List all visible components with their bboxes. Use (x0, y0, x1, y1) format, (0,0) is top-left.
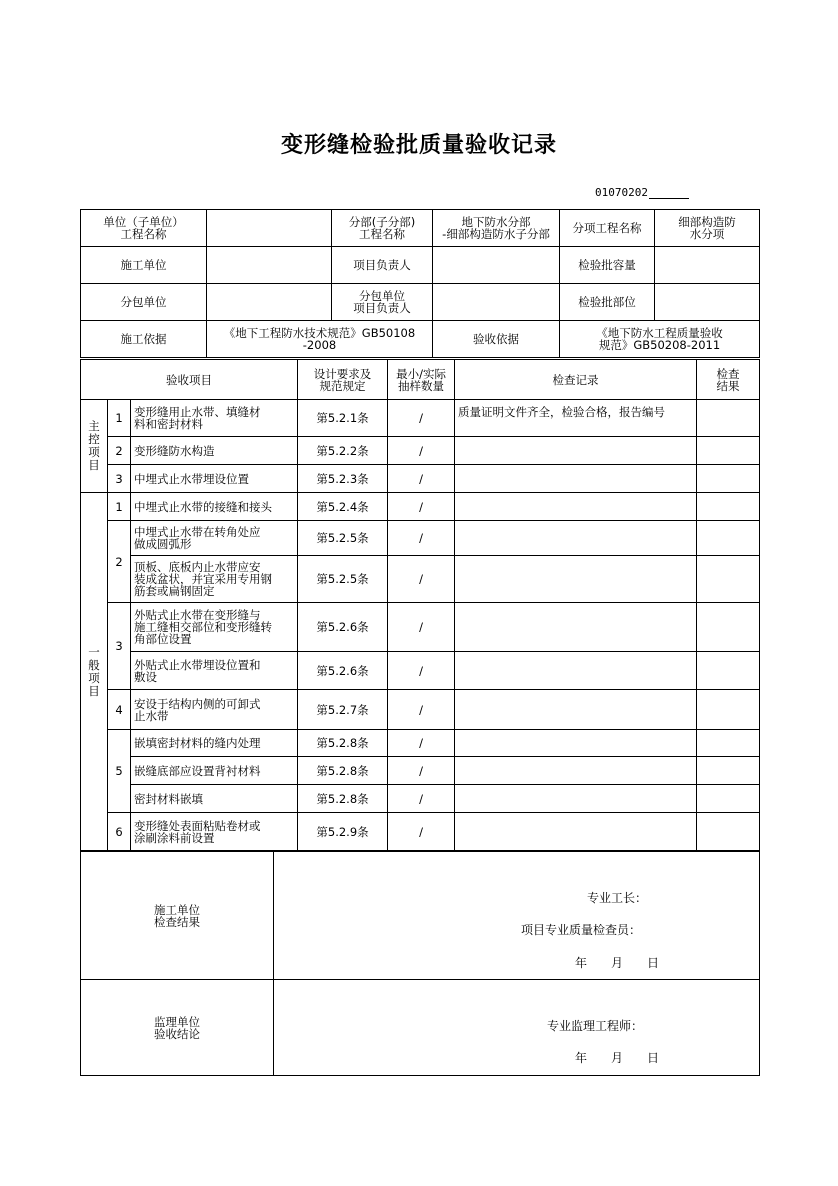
item-sample[interactable]: / (388, 556, 455, 603)
item-sample[interactable]: / (388, 813, 455, 851)
project-manager-label: 项目负责人 (332, 247, 433, 284)
item-result[interactable] (697, 437, 760, 465)
item-clause: 第5.2.1条 (298, 400, 388, 437)
item-clause: 第5.2.4条 (298, 493, 388, 521)
construction-basis-value: 《地下工程防水技术规范》GB50108 -2008 (207, 321, 433, 358)
item-clause: 第5.2.3条 (298, 465, 388, 493)
item-clause: 第5.2.5条 (298, 521, 388, 556)
unit-name-value[interactable] (207, 210, 332, 247)
item-name: 变形缝防水构造 (131, 437, 298, 465)
item-result[interactable] (697, 690, 760, 730)
item-number: 5 (108, 730, 131, 813)
item-clause: 第5.2.7条 (298, 690, 388, 730)
item-record[interactable] (455, 465, 697, 493)
item-record[interactable] (455, 556, 697, 603)
item-sample[interactable]: / (388, 785, 455, 813)
page-title: 变形缝检验批质量验收记录 (280, 132, 557, 158)
item-record[interactable] (455, 813, 697, 851)
item-sample[interactable]: / (388, 465, 455, 493)
acceptance-basis-label: 验收依据 (433, 321, 560, 358)
item-clause: 第5.2.8条 (298, 785, 388, 813)
item-record[interactable] (455, 603, 697, 652)
item-result[interactable] (697, 603, 760, 652)
record-code (595, 186, 689, 199)
division-name-value[interactable]: 地下防水分部 -细部构造防水子分部 (433, 210, 560, 247)
item-result[interactable] (697, 400, 760, 437)
item-clause: 第5.2.6条 (298, 603, 388, 652)
item-record[interactable] (455, 652, 697, 690)
item-result[interactable] (697, 757, 760, 785)
table-row (81, 437, 760, 465)
item-sample[interactable]: / (388, 757, 455, 785)
item-name: 中埋式止水带埋设位置 (131, 465, 298, 493)
item-name: 中埋式止水带在转角处应 做成圆弧形 (131, 521, 298, 556)
item-number: 1 (108, 493, 131, 521)
table-row (81, 556, 760, 603)
supervision-date: 年 月 日 (575, 1051, 660, 1065)
item-result[interactable] (697, 730, 760, 757)
supervision-engineer-label: 专业监理工程师： (547, 1019, 644, 1033)
item-clause: 第5.2.9条 (298, 813, 388, 851)
item-record[interactable]: 质量证明文件齐全，检验合格，报告编号 (455, 400, 697, 437)
item-result[interactable] (697, 785, 760, 813)
item-name: 变形缝处表面粘贴卷材或 涂刷涂料前设置 (131, 813, 298, 851)
item-record[interactable] (455, 785, 697, 813)
item-record[interactable] (455, 521, 697, 556)
item-sample[interactable]: / (388, 690, 455, 730)
item-name: 顶板、底板内止水带应安 装成盆状，并宜采用专用钢 筋套或扁钢固定 (131, 556, 298, 603)
table-row (81, 690, 760, 730)
construction-check-label: 施工单位 检查结果 (81, 852, 274, 980)
table-row (81, 493, 760, 521)
record-code-blank[interactable] (649, 187, 689, 199)
table-row (81, 813, 760, 851)
table-row (81, 603, 760, 652)
supervision-area[interactable] (274, 980, 760, 1076)
item-sample[interactable]: / (388, 400, 455, 437)
item-sample[interactable]: / (388, 437, 455, 465)
column-header-row (81, 360, 760, 400)
construction-check-area[interactable] (274, 852, 760, 980)
item-name: 安设于结构内侧的可卸式 止水带 (131, 690, 298, 730)
item-clause: 第5.2.5条 (298, 556, 388, 603)
item-number: 3 (108, 465, 131, 493)
construction-basis-label: 施工依据 (81, 321, 207, 358)
item-result[interactable] (697, 521, 760, 556)
item-sample[interactable]: / (388, 652, 455, 690)
item-result[interactable] (697, 465, 760, 493)
item-record[interactable] (455, 437, 697, 465)
item-number: 4 (108, 690, 131, 730)
table-row (81, 730, 760, 757)
subcontract-unit-value[interactable] (207, 284, 332, 321)
subcontract-manager-label: 分包单位 项目负责人 (332, 284, 433, 321)
inspection-table (80, 359, 760, 851)
item-sample[interactable]: / (388, 603, 455, 652)
batch-capacity-value[interactable] (655, 247, 760, 284)
table-row (81, 757, 760, 785)
construction-check-date: 年 月 日 (575, 956, 660, 970)
col-design-header: 设计要求及 规范规定 (298, 360, 388, 400)
item-number: 6 (108, 813, 131, 851)
item-name: 嵌缝底部应设置背衬材料 (131, 757, 298, 785)
item-result[interactable] (697, 556, 760, 603)
item-result[interactable] (697, 493, 760, 521)
subitem-name-value[interactable]: 细部构造防 水分项 (655, 210, 760, 247)
item-result[interactable] (697, 652, 760, 690)
item-name: 外贴式止水带在变形缝与 施工缝相交部位和变形缝转 角部位设置 (131, 603, 298, 652)
batch-capacity-label: 检验批容量 (560, 247, 655, 284)
foreman-label: 专业工长： (587, 891, 648, 905)
table-row (81, 400, 760, 437)
item-record[interactable] (455, 690, 697, 730)
subcontract-manager-value[interactable] (433, 284, 560, 321)
table-row (81, 521, 760, 556)
subitem-name-label: 分项工程名称 (560, 210, 655, 247)
unit-name-label: 单位（子单位） 工程名称 (81, 210, 207, 247)
supervision-label: 监理单位 验收结论 (81, 980, 274, 1076)
header-table (80, 209, 760, 358)
item-clause: 第5.2.2条 (298, 437, 388, 465)
item-record[interactable] (455, 757, 697, 785)
item-clause: 第5.2.6条 (298, 652, 388, 690)
item-name: 嵌填密封材料的缝内处理 (131, 730, 298, 757)
item-sample[interactable]: / (388, 730, 455, 757)
subcontract-unit-label: 分包单位 (81, 284, 207, 321)
batch-part-value[interactable] (655, 284, 760, 321)
item-name: 密封材料嵌填 (131, 785, 298, 813)
item-number: 3 (108, 603, 131, 690)
item-clause: 第5.2.8条 (298, 757, 388, 785)
signature-table (80, 851, 760, 1076)
construction-unit-value[interactable] (207, 247, 332, 284)
item-name: 中埋式止水带的接缝和接头 (131, 493, 298, 521)
record-code-number: 01070202 (595, 186, 648, 199)
item-name: 变形缝用止水带、填缝材 料和密封材料 (131, 400, 298, 437)
table-row (81, 465, 760, 493)
general-group-label: 一 般 项 目 (81, 493, 108, 851)
col-sample-header: 最小/实际 抽样数量 (388, 360, 455, 400)
table-row (81, 785, 760, 813)
division-name-label: 分部(子分部) 工程名称 (332, 210, 433, 247)
item-result[interactable] (697, 813, 760, 851)
main-control-group-label: 主 控 项 目 (81, 400, 108, 493)
item-record[interactable] (455, 493, 697, 521)
table-row (81, 652, 760, 690)
batch-part-label: 检验批部位 (560, 284, 655, 321)
item-clause: 第5.2.8条 (298, 730, 388, 757)
col-item-header: 验收项目 (81, 360, 298, 400)
item-number: 2 (108, 437, 131, 465)
col-record-header: 检查记录 (455, 360, 697, 400)
item-record[interactable] (455, 730, 697, 757)
item-name: 外贴式止水带埋设位置和 敷设 (131, 652, 298, 690)
col-result-header: 检查 结果 (697, 360, 760, 400)
item-sample[interactable]: / (388, 493, 455, 521)
item-sample[interactable]: / (388, 521, 455, 556)
construction-unit-label: 施工单位 (81, 247, 207, 284)
item-number: 1 (108, 400, 131, 437)
acceptance-basis-value: 《地下防水工程质量验收 规范》GB50208-2011 (560, 321, 760, 358)
project-manager-value[interactable] (433, 247, 560, 284)
quality-inspector-label: 项目专业质量检查员： (521, 923, 642, 937)
item-number: 2 (108, 521, 131, 603)
